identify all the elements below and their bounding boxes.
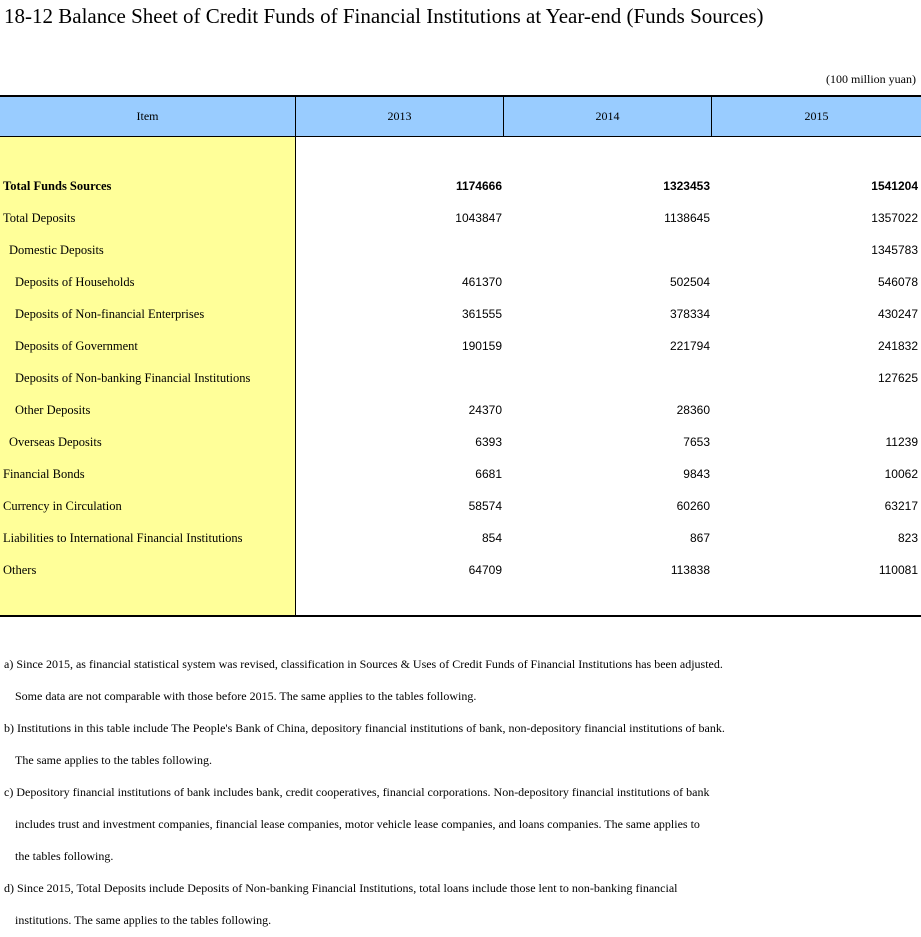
table-row [0, 234, 921, 266]
cell-2015: 546078 [877, 275, 918, 289]
cell-2015: 10062 [884, 467, 918, 481]
cell-2014: 378334 [669, 307, 710, 321]
table-row [0, 362, 921, 394]
cell-2014: 1323453 [663, 179, 710, 193]
footnote-line: a) Since 2015, as financial statistical system was revised, classification in Sources & Uses of Credit Funds of Financial Institutions has been adjusted. [4, 657, 723, 671]
cell-2013: 6681 [475, 467, 502, 481]
cell-2013: 461370 [461, 275, 502, 289]
row-label: Deposits of Households [15, 275, 135, 289]
header-2013: 2013 [296, 97, 504, 136]
cell-2014: 1138645 [664, 211, 710, 225]
table-row [0, 330, 921, 362]
cell-2013: 361555 [461, 307, 502, 321]
row-label: Total Deposits [3, 211, 76, 225]
cell-2015: 1345783 [871, 243, 918, 257]
cell-2015: 110081 [878, 563, 918, 577]
cell-2015: 430247 [877, 307, 918, 321]
table-row [0, 298, 921, 330]
table-row [0, 394, 921, 426]
cell-2014: 502504 [669, 275, 710, 289]
header-item: Item [0, 97, 296, 136]
row-label: Deposits of Non-financial Enterprises [15, 307, 205, 321]
cell-2015: 1541204 [871, 179, 918, 193]
cell-2015: 11239 [885, 435, 918, 449]
cell-2014: 7653 [683, 435, 710, 449]
cell-2014: 28360 [676, 403, 710, 417]
cell-2014: 867 [689, 531, 710, 545]
page-title: 18-12 Balance Sheet of Credit Funds of Financial Institutions at Year-end (Funds Sources) [4, 4, 764, 28]
balance-sheet-table [0, 95, 921, 617]
table-header [0, 97, 921, 137]
footnote-line: The same applies to the tables following. [15, 753, 212, 767]
table-row [0, 266, 921, 298]
cell-2015: 823 [897, 531, 918, 545]
cell-2014: 113838 [670, 563, 710, 577]
footnote-line: Some data are not comparable with those before 2015. The same applies to the tables following. [15, 689, 477, 703]
cell-2013: 24370 [468, 403, 502, 417]
row-label: Total Funds Sources [3, 179, 112, 193]
cell-2015: 241832 [877, 339, 918, 353]
table-row [0, 458, 921, 490]
row-label: Liabilities to International Financial Institutions [3, 531, 243, 545]
unit-label: (100 million yuan) [826, 72, 916, 86]
cell-2015: 127625 [877, 371, 918, 385]
table-row [0, 170, 921, 202]
footnote-line: includes trust and investment companies, financial lease companies, motor vehicle lease companies, and loans companies. The same applies to [15, 817, 700, 831]
footnote-line: b) Institutions in this table include The People's Bank of China, depository financial institutions of bank, non-depository financial institutions of bank. [4, 721, 725, 735]
cell-2014: 221794 [669, 339, 710, 353]
row-label: Deposits of Non-banking Financial Institutions [15, 371, 251, 385]
cell-2013: 1043847 [455, 211, 502, 225]
footnote-line: institutions. The same applies to the tables following. [15, 913, 272, 927]
table-row [0, 554, 921, 586]
row-label: Domestic Deposits [9, 243, 104, 257]
cell-2014: 9843 [683, 467, 710, 481]
table-row [0, 426, 921, 458]
cell-2015: 63217 [884, 499, 918, 513]
footnote-line: the tables following. [15, 849, 114, 863]
row-label: Currency in Circulation [3, 499, 122, 513]
cell-2013: 64709 [468, 563, 502, 577]
table-row [0, 522, 921, 554]
table-row [0, 202, 921, 234]
header-2015: 2015 [804, 109, 829, 123]
cell-2013: 1174666 [455, 179, 502, 193]
cell-2013: 190159 [461, 339, 502, 353]
cell-2013: 6393 [475, 435, 502, 449]
row-label: Deposits of Government [15, 339, 138, 353]
row-label: Overseas Deposits [9, 435, 102, 449]
row-label: Other Deposits [15, 403, 91, 417]
footnotes [4, 648, 904, 936]
footnote-line: d) Since 2015, Total Deposits include Deposits of Non-banking Financial Institutions, total loans include those lent to non-banking financial [4, 881, 678, 895]
table-row [0, 490, 921, 522]
cell-2013: 58574 [468, 499, 502, 513]
header-2014: 2014 [504, 97, 712, 136]
footnote-line: c) Depository financial institutions of bank includes bank, credit cooperatives, financial corporations. Non-depository financial institutions of bank [4, 785, 710, 799]
cell-2014: 60260 [676, 499, 710, 513]
row-label: Financial Bonds [3, 467, 85, 481]
cell-2015: 1357022 [871, 211, 918, 225]
cell-2013: 854 [481, 531, 502, 545]
row-label: Others [3, 563, 37, 577]
